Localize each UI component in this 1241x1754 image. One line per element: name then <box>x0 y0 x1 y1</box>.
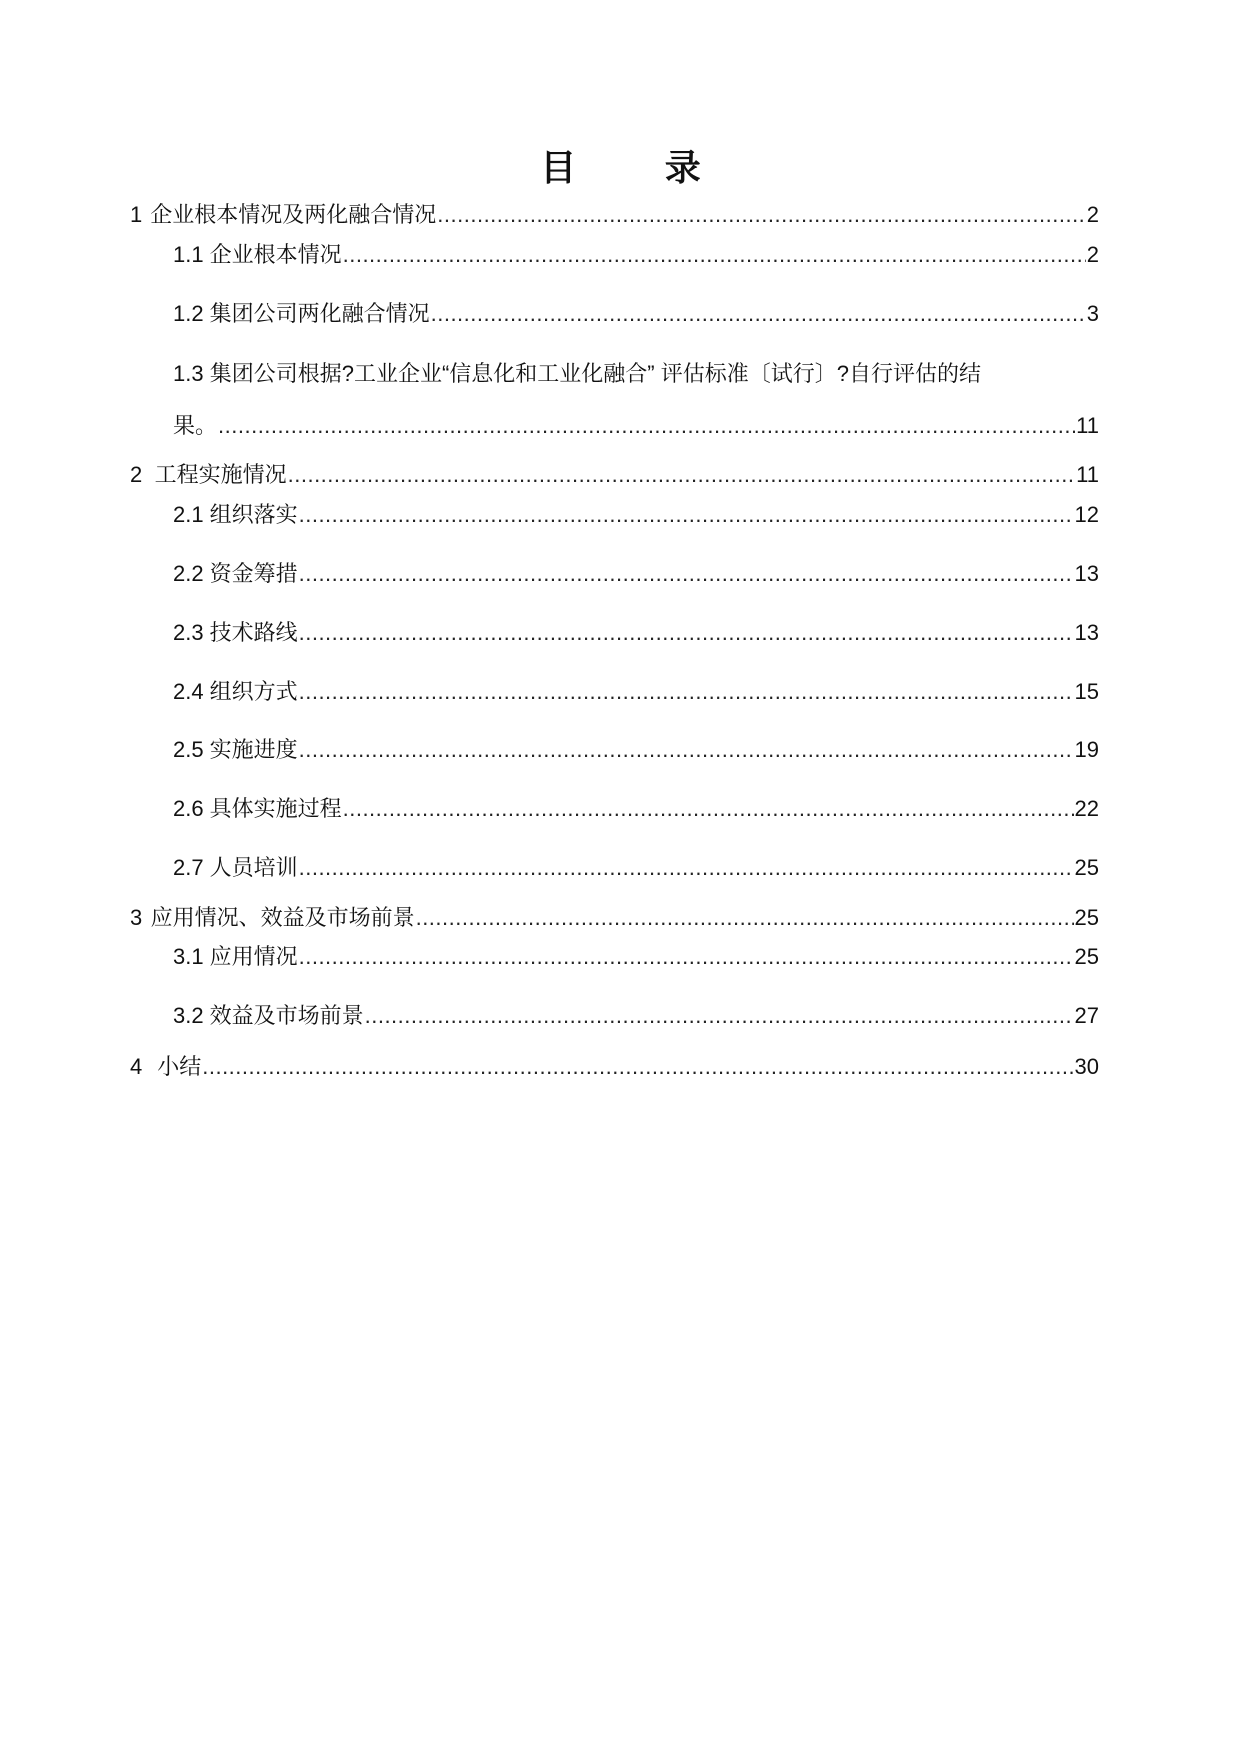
toc-entry-page: 25 <box>1074 944 1099 969</box>
toc-entry-page: 25 <box>1074 855 1099 880</box>
toc-entry-number: 1.1 <box>173 242 204 267</box>
toc-entry-page: 22 <box>1074 796 1099 821</box>
toc-entry-number: 2.3 <box>173 620 204 645</box>
toc-entry-3-1[interactable] <box>173 940 1099 974</box>
toc-entry-1-3-line1[interactable] <box>173 357 1099 391</box>
toc-entry-4[interactable] <box>130 1050 1099 1084</box>
toc-entry-label: 效益及市场前景 <box>209 1003 364 1028</box>
toc-entry-label: 集团公司根据?工业企业“信息化和工业化融合” 评估标准〔试行〕?自行评估的结 <box>209 361 981 386</box>
toc-entry-2-1[interactable] <box>173 498 1099 532</box>
toc-dot-leader <box>218 409 1075 443</box>
toc-entry-label: 组织方式 <box>209 679 298 704</box>
toc-entry-label: 资金筹措 <box>209 561 298 586</box>
toc-entry-1-3-line2[interactable] <box>173 409 1099 443</box>
toc-entry-number: 2.5 <box>173 737 204 762</box>
toc-entry-2-4[interactable] <box>173 675 1099 709</box>
toc-dot-leader <box>299 557 1074 591</box>
toc-entry-number: 2.7 <box>173 855 204 880</box>
toc-entry-page: 11 <box>1076 413 1099 438</box>
toc-entry-number: 1 <box>130 202 143 227</box>
toc-entry-label: 实施进度 <box>209 737 298 762</box>
toc-entry-label: 企业根本情况 <box>209 242 342 267</box>
toc-entry-page: 19 <box>1074 737 1099 762</box>
toc-entry-page: 30 <box>1074 1054 1099 1079</box>
toc-entry-1[interactable] <box>130 198 1099 232</box>
toc-entry-number: 3.1 <box>173 944 204 969</box>
toc-dot-leader <box>416 901 1074 935</box>
toc-dot-leader <box>299 675 1074 709</box>
toc-entry-label: 技术路线 <box>209 620 298 645</box>
toc-entry-page: 25 <box>1074 905 1099 930</box>
toc-entry-number: 2.6 <box>173 796 204 821</box>
toc-entry-page: 13 <box>1074 561 1099 586</box>
toc-entry-3[interactable] <box>130 901 1099 935</box>
toc-entry-number: 2 <box>130 462 143 487</box>
toc-entry-page: 12 <box>1074 502 1099 527</box>
toc-entry-number: 3.2 <box>173 1003 204 1028</box>
toc-entry-page: 13 <box>1074 620 1099 645</box>
toc-entry-2-6[interactable] <box>173 792 1099 826</box>
toc-dot-leader <box>299 733 1074 767</box>
toc-entry-label: 工程实施情况 <box>154 462 287 487</box>
toc-dot-leader <box>343 792 1074 826</box>
toc-entry-label: 集团公司两化融合情况 <box>209 301 430 326</box>
toc-entry-label: 企业根本情况及两化融合情况 <box>150 202 437 227</box>
toc-entry-number: 1.2 <box>173 301 204 326</box>
toc-dot-leader <box>299 851 1074 885</box>
toc-dot-leader <box>431 297 1086 331</box>
page-title: 目 录 <box>540 148 739 189</box>
toc-dot-leader <box>343 238 1086 272</box>
toc-entry-label-continued: 果。 <box>173 413 218 438</box>
toc-dot-leader <box>288 458 1076 492</box>
toc-entry-1-1[interactable] <box>173 238 1099 272</box>
toc-entry-number: 4 <box>130 1054 143 1079</box>
toc-entry-number: 1.3 <box>173 361 204 386</box>
toc-entry-3-2[interactable] <box>173 999 1099 1033</box>
toc-entry-page: 2 <box>1086 242 1099 267</box>
toc-entry-2[interactable] <box>130 458 1099 492</box>
toc-entry-number: 3 <box>130 905 143 930</box>
toc-entry-2-3[interactable] <box>173 616 1099 650</box>
toc-entry-1-2[interactable] <box>173 297 1099 331</box>
toc-entry-2-7[interactable] <box>173 851 1099 885</box>
toc-entry-number: 2.1 <box>173 502 204 527</box>
toc-entry-label: 具体实施过程 <box>209 796 342 821</box>
toc-dot-leader <box>437 198 1085 232</box>
toc-entry-2-5[interactable] <box>173 733 1099 767</box>
toc-entry-number: 2.4 <box>173 679 204 704</box>
toc-dot-leader <box>299 498 1074 532</box>
toc-entry-page: 27 <box>1074 1003 1099 1028</box>
toc-entry-label: 应用情况、效益及市场前景 <box>150 905 415 930</box>
toc-entry-label: 应用情况 <box>209 944 298 969</box>
toc-dot-leader <box>202 1050 1073 1084</box>
toc-entry-label: 组织落实 <box>209 502 298 527</box>
toc-entry-number: 2.2 <box>173 561 204 586</box>
toc-entry-page: 3 <box>1086 301 1099 326</box>
toc-entry-page: 15 <box>1074 679 1099 704</box>
toc-dot-leader <box>365 999 1074 1033</box>
toc-entry-page: 11 <box>1076 462 1099 487</box>
toc-entry-label: 小结 <box>157 1054 202 1079</box>
toc-entry-label: 人员培训 <box>209 855 298 880</box>
toc-entry-page: 2 <box>1086 202 1099 227</box>
toc-dot-leader <box>299 616 1074 650</box>
toc-entry-2-2[interactable] <box>173 557 1099 591</box>
toc-dot-leader <box>299 940 1074 974</box>
